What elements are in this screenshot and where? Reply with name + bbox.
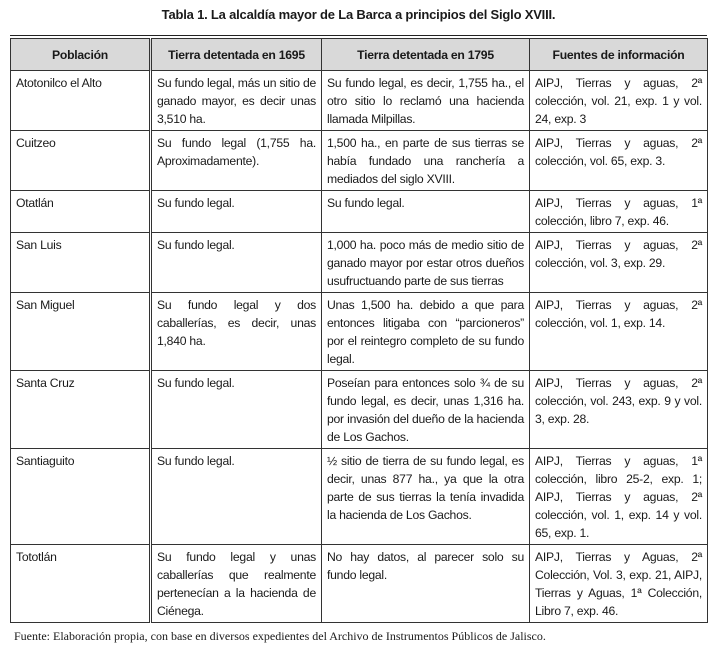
table-row (11, 131, 708, 191)
cell-fuentes: AIPJ, Tierras y aguas, 1ª colección, libro 25-2, exp. 1; AIPJ, Tierras y aguas, 2ª colección, vol. 1, exp. 14 y vol. 65, exp. 1. (530, 449, 708, 545)
cell-1695: Su fundo legal. (151, 371, 322, 449)
cell-1695: Su fundo legal. (151, 233, 322, 293)
data-table (10, 38, 708, 623)
cell-1795: Unas 1,500 ha. debido a que para entonces litigaba con “parcioneros” por el reintegro completo de su fundo legal. (322, 293, 530, 371)
table-row (11, 233, 708, 293)
header-1695: Tierra detentada en 1695 (151, 39, 322, 71)
cell-1695: Su fundo legal, más un sitio de ganado mayor, es decir unas 3,510 ha. (151, 71, 322, 131)
cell-poblacion: Cuitzeo (11, 131, 151, 191)
cell-fuentes: AIPJ, Tierras y Aguas, 2ª Colección, Vol. 3, exp. 21, AIPJ, Tierras y Aguas, 1ª Colección, Libro 7, exp. 46. (530, 545, 708, 623)
cell-poblacion: Atotonilco el Alto (11, 71, 151, 131)
cell-1795: ½ sitio de tierra de su fundo legal, es decir, unas 877 ha., ya que la otra parte de sus tierras la tenía invadida la hacienda de Los Gachos. (322, 449, 530, 545)
cell-fuentes: AIPJ, Tierras y aguas, 1ª colección, libro 7, exp. 46. (530, 191, 708, 233)
header-fuentes: Fuentes de información (530, 39, 708, 71)
cell-poblacion: Santa Cruz (11, 371, 151, 449)
cell-fuentes: AIPJ, Tierras y aguas, 2ª colección, vol. 65, exp. 3. (530, 131, 708, 191)
cell-1795: Su fundo legal. (322, 191, 530, 233)
table-row (11, 71, 708, 131)
cell-1695: Su fundo legal (1,755 ha. Aproximadamente). (151, 131, 322, 191)
cell-fuentes: AIPJ, Tierras y aguas, 2ª colección, vol. 21, exp. 1 y vol. 24, exp. 3 (530, 71, 708, 131)
cell-1695: Su fundo legal y dos caballerías, es decir, unas 1,840 ha. (151, 293, 322, 371)
cell-fuentes: AIPJ, Tierras y aguas, 2ª colección, vol. 3, exp. 29. (530, 233, 708, 293)
cell-1695: Su fundo legal y unas caballerías que realmente pertenecían a la hacienda de Ciénega. (151, 545, 322, 623)
table-title: Tabla 1. La alcaldía mayor de La Barca a principios del Siglo XVIII. (161, 7, 556, 22)
cell-1695: Su fundo legal. (151, 449, 322, 545)
source-note: Fuente: Elaboración propia, con base en diversos expedientes del Archivo de Instrumentos Públicos de Jalisco. (14, 629, 546, 643)
cell-poblacion: San Luis (11, 233, 151, 293)
header-1795: Tierra detentada en 1795 (322, 39, 530, 71)
cell-poblacion: San Miguel (11, 293, 151, 371)
cell-poblacion: Otatlán (11, 191, 151, 233)
cell-1795: 1,500 ha., en parte de sus tierras se había fundado una ranchería a mediados del siglo XVIII. (322, 131, 530, 191)
header-row (11, 39, 708, 71)
cell-1795: Poseían para entonces solo ¾ de su fundo legal, es decir, unas 1,316 ha. por invasión del dueño de la hacienda de Los Gachos. (322, 371, 530, 449)
table-row (11, 449, 708, 545)
top-rule (10, 35, 707, 36)
cell-1795: Su fundo legal, es decir, 1,755 ha., el otro sitio lo reclamó una hacienda llamada Milpillas. (322, 71, 530, 131)
header-poblacion: Población (11, 39, 151, 71)
table-row (11, 191, 708, 233)
table-row (11, 545, 708, 623)
cell-1795: No hay datos, al parecer solo su fundo legal. (322, 545, 530, 623)
cell-poblacion: Santiaguito (11, 449, 151, 545)
cell-fuentes: AIPJ, Tierras y aguas, 2ª colección, vol. 243, exp. 9 y vol. 3, exp. 28. (530, 371, 708, 449)
cell-poblacion: Tototlán (11, 545, 151, 623)
cell-1695: Su fundo legal. (151, 191, 322, 233)
cell-fuentes: AIPJ, Tierras y aguas, 2ª colección, vol. 1, exp. 14. (530, 293, 708, 371)
table-row (11, 371, 708, 449)
cell-1795: 1,000 ha. poco más de medio sitio de ganado mayor por estar otros dueños usufructuando parte de sus tierras (322, 233, 530, 293)
table-row (11, 293, 708, 371)
